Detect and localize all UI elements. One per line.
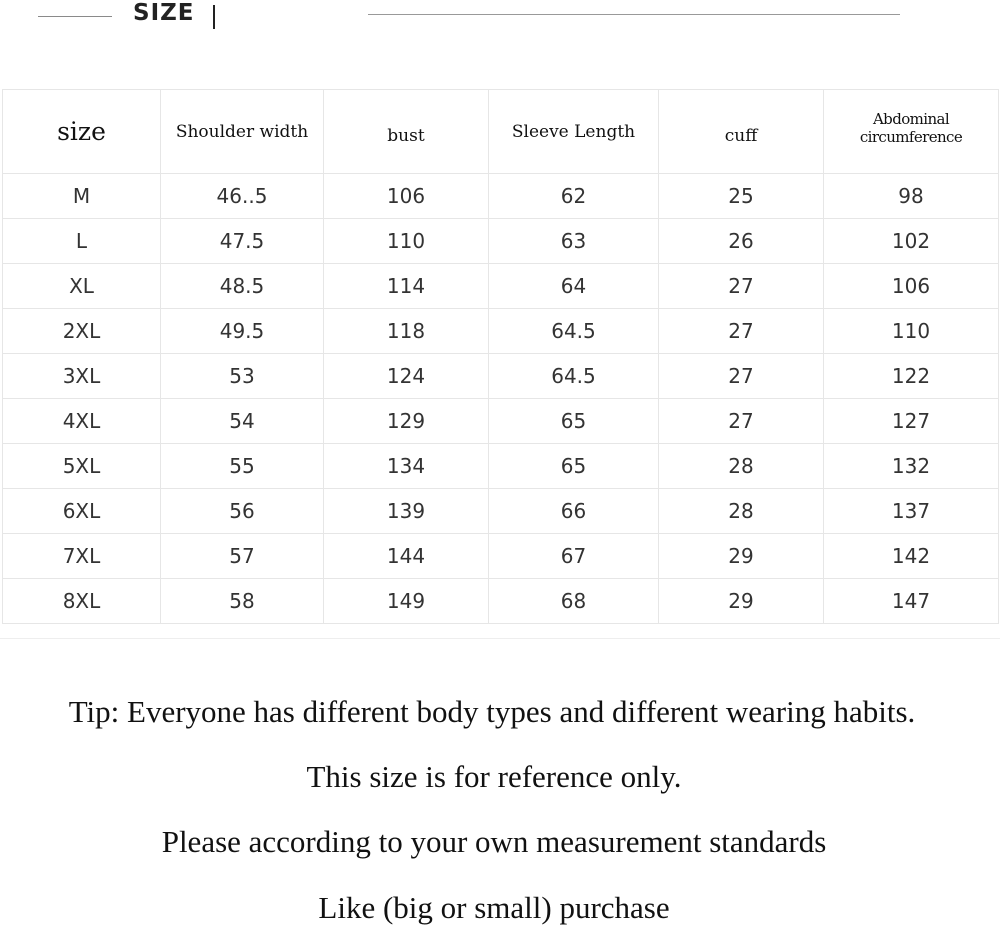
table-row bbox=[3, 534, 999, 579]
cell-size: 2XL bbox=[3, 309, 161, 354]
cell-bust: 106 bbox=[324, 174, 489, 219]
cell-cuff: 27 bbox=[659, 309, 824, 354]
table-row bbox=[3, 354, 999, 399]
cell-size: L bbox=[3, 219, 161, 264]
cell-abdominal-circumference: 98 bbox=[824, 174, 999, 219]
table-row bbox=[3, 264, 999, 309]
cell-cuff: 25 bbox=[659, 174, 824, 219]
header-cuff: cuff bbox=[659, 90, 824, 174]
cell-abdominal-circumference: 137 bbox=[824, 489, 999, 534]
size-heading: SIZE bbox=[133, 0, 195, 26]
header-sleeve-length: Sleeve Length bbox=[489, 90, 659, 174]
cell-cuff: 28 bbox=[659, 444, 824, 489]
table-row bbox=[3, 399, 999, 444]
heading-separator bbox=[213, 5, 215, 29]
cell-size: XL bbox=[3, 264, 161, 309]
cell-bust: 124 bbox=[324, 354, 489, 399]
cell-size: 3XL bbox=[3, 354, 161, 399]
table-bottom-rule bbox=[0, 638, 1000, 639]
cell-size: 6XL bbox=[3, 489, 161, 534]
size-chart-table bbox=[2, 89, 999, 624]
cell-bust: 149 bbox=[324, 579, 489, 624]
cell-bust: 139 bbox=[324, 489, 489, 534]
cell-sleeve-length: 62 bbox=[489, 174, 659, 219]
cell-abdominal-circumference: 147 bbox=[824, 579, 999, 624]
cell-cuff: 27 bbox=[659, 264, 824, 309]
cell-sleeve-length: 67 bbox=[489, 534, 659, 579]
header-bust: bust bbox=[324, 90, 489, 174]
cell-shoulder-width: 48.5 bbox=[161, 264, 324, 309]
table-row bbox=[3, 579, 999, 624]
cell-sleeve-length: 65 bbox=[489, 399, 659, 444]
heading-rule-right bbox=[368, 14, 900, 15]
cell-shoulder-width: 46..5 bbox=[161, 174, 324, 219]
cell-shoulder-width: 57 bbox=[161, 534, 324, 579]
cell-bust: 114 bbox=[324, 264, 489, 309]
table-header-row bbox=[3, 90, 999, 174]
header-shoulder-width: Shoulder width bbox=[161, 90, 324, 174]
cell-shoulder-width: 54 bbox=[161, 399, 324, 444]
cell-cuff: 27 bbox=[659, 399, 824, 444]
cell-cuff: 27 bbox=[659, 354, 824, 399]
cell-abdominal-circumference: 132 bbox=[824, 444, 999, 489]
cell-size: 5XL bbox=[3, 444, 161, 489]
cell-cuff: 29 bbox=[659, 534, 824, 579]
cell-size: 4XL bbox=[3, 399, 161, 444]
cell-sleeve-length: 66 bbox=[489, 489, 659, 534]
cell-sleeve-length: 68 bbox=[489, 579, 659, 624]
cell-cuff: 29 bbox=[659, 579, 824, 624]
cell-shoulder-width: 49.5 bbox=[161, 309, 324, 354]
cell-abdominal-circumference: 122 bbox=[824, 354, 999, 399]
table-row bbox=[3, 219, 999, 264]
tip-line-1: Tip: Everyone has different body types and different wearing habits. bbox=[68, 694, 916, 729]
cell-bust: 118 bbox=[324, 309, 489, 354]
cell-size: M bbox=[3, 174, 161, 219]
tip-line-2: This size is for reference only. bbox=[306, 759, 682, 794]
cell-abdominal-circumference: 106 bbox=[824, 264, 999, 309]
cell-cuff: 26 bbox=[659, 219, 824, 264]
cell-abdominal-circumference: 127 bbox=[824, 399, 999, 444]
cell-sleeve-length: 64.5 bbox=[489, 354, 659, 399]
table-row bbox=[3, 444, 999, 489]
cell-bust: 110 bbox=[324, 219, 489, 264]
cell-bust: 144 bbox=[324, 534, 489, 579]
tip-line-4: Like (big or small) purchase bbox=[318, 890, 670, 925]
cell-bust: 134 bbox=[324, 444, 489, 489]
cell-abdominal-circumference: 142 bbox=[824, 534, 999, 579]
cell-cuff: 28 bbox=[659, 489, 824, 534]
cell-sleeve-length: 63 bbox=[489, 219, 659, 264]
cell-shoulder-width: 53 bbox=[161, 354, 324, 399]
cell-sleeve-length: 64.5 bbox=[489, 309, 659, 354]
table-row bbox=[3, 489, 999, 534]
table-row bbox=[3, 309, 999, 354]
header-abdominal-circumference: Abdominal circumference bbox=[824, 90, 999, 174]
cell-size: 7XL bbox=[3, 534, 161, 579]
cell-bust: 129 bbox=[324, 399, 489, 444]
cell-size: 8XL bbox=[3, 579, 161, 624]
cell-abdominal-circumference: 102 bbox=[824, 219, 999, 264]
cell-sleeve-length: 65 bbox=[489, 444, 659, 489]
cell-shoulder-width: 56 bbox=[161, 489, 324, 534]
heading-rule-left bbox=[38, 16, 112, 17]
tip-line-3: Please according to your own measurement standards bbox=[161, 824, 827, 859]
cell-shoulder-width: 47.5 bbox=[161, 219, 324, 264]
table-row bbox=[3, 174, 999, 219]
cell-shoulder-width: 58 bbox=[161, 579, 324, 624]
header-size: size bbox=[3, 90, 161, 174]
cell-sleeve-length: 64 bbox=[489, 264, 659, 309]
cell-shoulder-width: 55 bbox=[161, 444, 324, 489]
cell-abdominal-circumference: 110 bbox=[824, 309, 999, 354]
